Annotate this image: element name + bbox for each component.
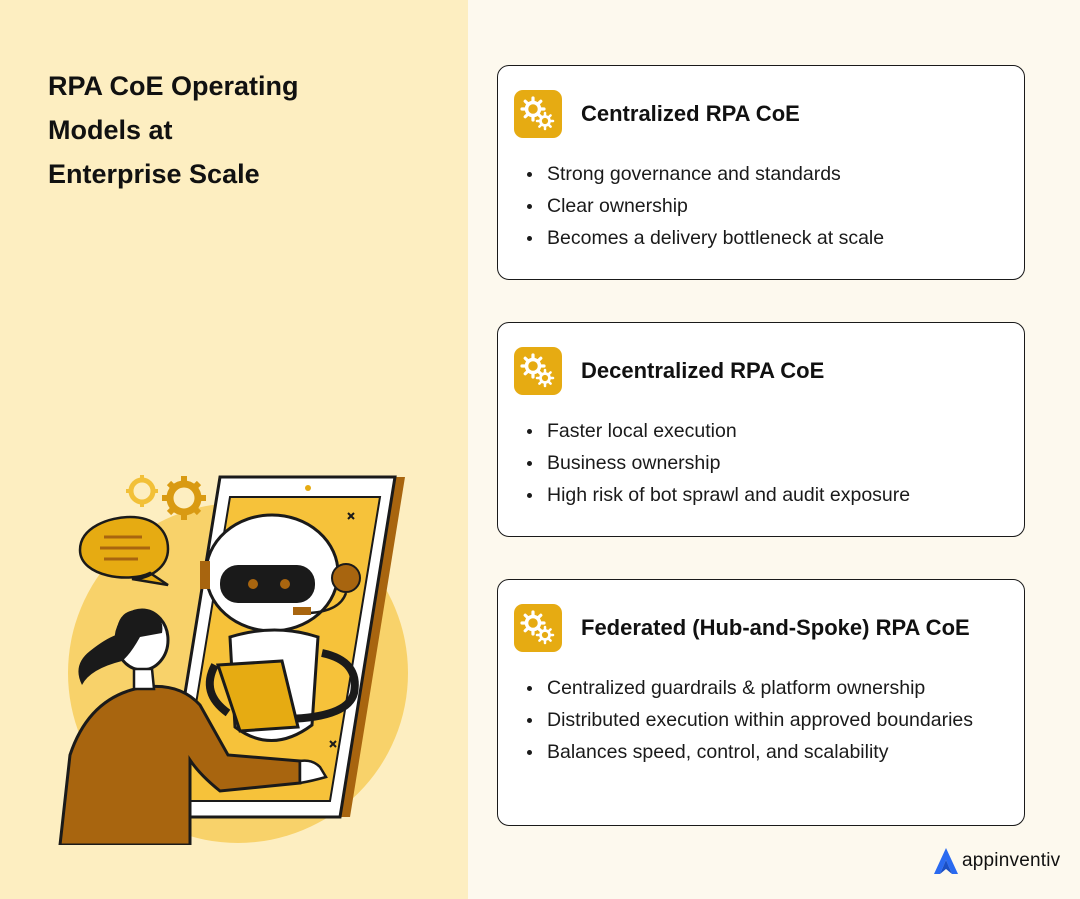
gear-small-icon — [126, 475, 158, 507]
page-title-line-2: Models at — [48, 115, 173, 145]
gears-icon — [514, 347, 562, 395]
card-bullet-list — [547, 158, 997, 254]
left-panel — [0, 0, 468, 899]
card-federated — [497, 579, 1025, 826]
robot-assistant-illustration — [50, 465, 420, 845]
brand-name: appinventiv — [962, 850, 1061, 871]
list-item: Faster local execution — [547, 415, 997, 447]
list-item: Balances speed, control, and scalability — [547, 736, 997, 768]
card-bullet-list — [547, 415, 997, 511]
speech-bubble-icon — [80, 517, 168, 585]
list-item: Becomes a delivery bottleneck at scale — [547, 222, 997, 254]
list-item: Strong governance and standards — [547, 158, 997, 190]
card-title: Federated (Hub-and-Spoke) RPA CoE — [581, 615, 970, 640]
gears-icon — [514, 604, 562, 652]
card-bullet-list — [547, 672, 997, 768]
card-decentralized — [497, 322, 1025, 537]
card-title: Decentralized RPA CoE — [581, 358, 825, 383]
gears-icon — [514, 90, 562, 138]
list-item: High risk of bot sprawl and audit exposure — [547, 479, 997, 511]
brand-logo — [933, 845, 1060, 877]
appinventiv-logo-icon — [933, 847, 959, 875]
card-centralized — [497, 65, 1025, 280]
card-title: Centralized RPA CoE — [581, 101, 800, 126]
list-item: Centralized guardrails & platform ownership — [547, 672, 997, 704]
list-item: Clear ownership — [547, 190, 997, 222]
list-item: Distributed execution within approved boundaries — [547, 704, 997, 736]
list-item: Business ownership — [547, 447, 997, 479]
tablet-camera — [305, 485, 311, 491]
page-title-line-3: Enterprise Scale — [48, 159, 260, 189]
page-title — [48, 64, 299, 196]
page-title-line-1: RPA CoE Operating — [48, 71, 299, 101]
